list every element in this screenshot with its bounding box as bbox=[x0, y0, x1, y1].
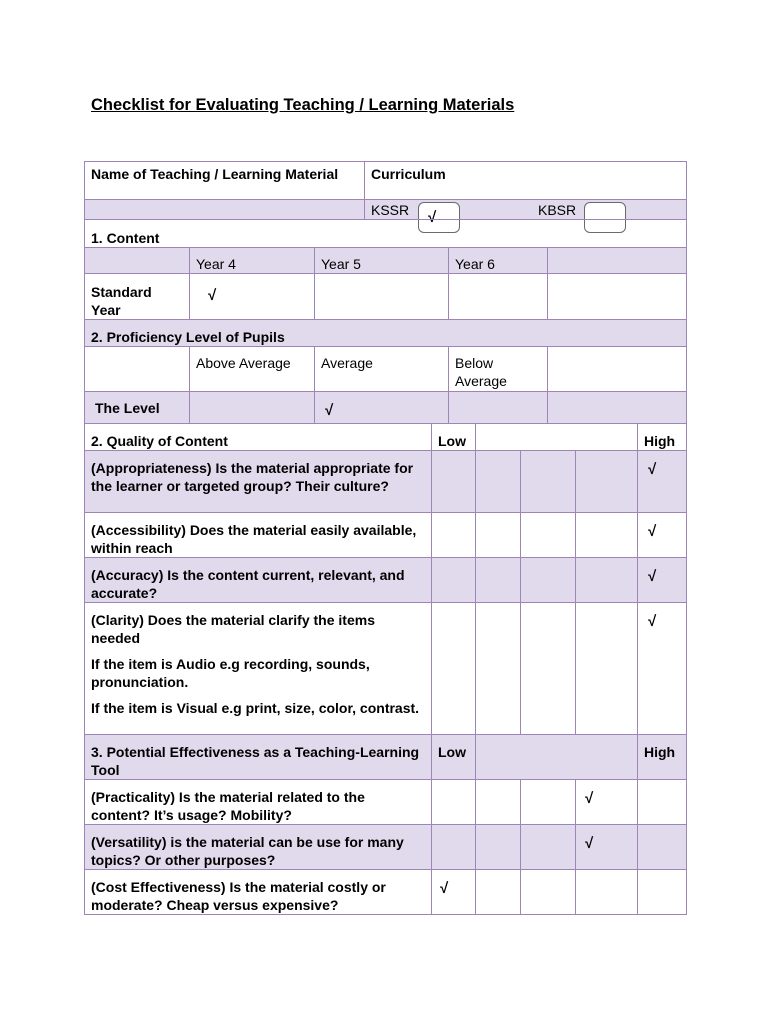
proficiency-col-extra bbox=[547, 346, 687, 392]
quality-high-label: High bbox=[644, 433, 676, 449]
appropriateness-check-mark: √ bbox=[648, 461, 657, 478]
above-average-label: Above Average bbox=[196, 355, 291, 371]
average-label: Average bbox=[321, 355, 373, 371]
proficiency-heading-cell bbox=[84, 319, 687, 347]
practicality-rating-3 bbox=[520, 779, 576, 825]
content-col-year6 bbox=[448, 247, 548, 274]
year-5-label: Year 5 bbox=[321, 256, 361, 272]
cost-effectiveness-rating-5 bbox=[637, 869, 687, 915]
accessibility-rating-2 bbox=[475, 512, 521, 558]
standard-year-year6-cell bbox=[448, 273, 548, 320]
accuracy-rating-1 bbox=[431, 557, 476, 603]
practicality-question: (Practicality) Is the material related to the content? It’s usage? Mobility? bbox=[91, 789, 365, 823]
year-6-label: Year 6 bbox=[455, 256, 495, 272]
page-title: Checklist for Evaluating Teaching / Learning Materials bbox=[91, 96, 515, 114]
versatility-check-mark: √ bbox=[585, 835, 594, 852]
accessibility-rating-4 bbox=[575, 512, 638, 558]
content-col-year5 bbox=[314, 247, 449, 274]
effectiveness-low-cell bbox=[431, 734, 476, 780]
curriculum-options-cell bbox=[364, 199, 687, 220]
average-check-mark: √ bbox=[325, 402, 334, 419]
effectiveness-high-label: High bbox=[644, 744, 676, 760]
practicality-check-mark: √ bbox=[585, 790, 594, 807]
effectiveness-low-label: Low bbox=[438, 744, 466, 760]
quality-low-cell bbox=[431, 423, 476, 451]
kssr-check-mark: √ bbox=[428, 209, 437, 226]
effectiveness-heading-cell bbox=[84, 734, 432, 780]
effectiveness-heading: 3. Potential Effectiveness as a Teaching-Learning Tool bbox=[91, 744, 420, 778]
below-average-label: Below Average bbox=[455, 355, 507, 389]
curriculum-label: Curriculum bbox=[371, 166, 446, 182]
effectiveness-mid-cell bbox=[475, 734, 638, 780]
cost-effectiveness-rating-4 bbox=[575, 869, 638, 915]
proficiency-col-above bbox=[189, 346, 315, 392]
level-above-cell bbox=[189, 391, 315, 424]
appropriateness-rating-3 bbox=[520, 450, 576, 513]
versatility-rating-3 bbox=[520, 824, 576, 870]
appropriateness-question-cell bbox=[84, 450, 432, 513]
practicality-rating-2 bbox=[475, 779, 521, 825]
appropriateness-rating-5 bbox=[637, 450, 687, 513]
level-label-cell bbox=[84, 391, 190, 424]
proficiency-header-blank bbox=[84, 346, 190, 392]
curriculum-cell bbox=[364, 161, 687, 200]
quality-low-label: Low bbox=[438, 433, 466, 449]
content-col-year4 bbox=[189, 247, 315, 274]
appropriateness-question: (Appropriateness) Is the material appropriate for the learner or targeted group? Their culture? bbox=[91, 460, 414, 494]
clarity-check-mark: √ bbox=[648, 613, 657, 630]
quality-mid-cell bbox=[475, 423, 638, 451]
the-level-label: The Level bbox=[95, 400, 160, 416]
versatility-question: (Versatility) is the material can be use for many topics? Or other purposes? bbox=[91, 834, 404, 868]
versatility-rating-1 bbox=[431, 824, 476, 870]
clarity-rating-2 bbox=[475, 602, 521, 735]
quality-heading: 2. Quality of Content bbox=[91, 433, 228, 449]
content-heading: 1. Content bbox=[91, 230, 160, 246]
kssr-label: KSSR bbox=[371, 202, 410, 218]
level-average-cell bbox=[314, 391, 449, 424]
versatility-rating-5 bbox=[637, 824, 687, 870]
practicality-rating-4 bbox=[575, 779, 638, 825]
content-col-extra bbox=[547, 247, 687, 274]
cost-effectiveness-rating-3 bbox=[520, 869, 576, 915]
practicality-rating-1 bbox=[431, 779, 476, 825]
content-heading-cell bbox=[84, 219, 687, 248]
curriculum-spacer-cell bbox=[84, 199, 365, 220]
accessibility-rating-3 bbox=[520, 512, 576, 558]
proficiency-heading: 2. Proficiency Level of Pupils bbox=[91, 329, 285, 345]
level-extra-cell bbox=[547, 391, 687, 424]
level-below-cell bbox=[448, 391, 548, 424]
cost-effectiveness-rating-1 bbox=[431, 869, 476, 915]
content-header-blank bbox=[84, 247, 190, 274]
practicality-rating-5 bbox=[637, 779, 687, 825]
effectiveness-high-cell bbox=[637, 734, 687, 780]
clarity-rating-3 bbox=[520, 602, 576, 735]
standard-year-extra-cell bbox=[547, 273, 687, 320]
practicality-question-cell bbox=[84, 779, 432, 825]
versatility-rating-4 bbox=[575, 824, 638, 870]
cost-effectiveness-question: (Cost Effectiveness) Is the material costly or moderate? Cheap versus expensive? bbox=[91, 879, 386, 913]
standard-year-label: Standard Year bbox=[91, 284, 152, 318]
clarity-rating-5 bbox=[637, 602, 687, 735]
versatility-rating-2 bbox=[475, 824, 521, 870]
standard-year-year5-cell bbox=[314, 273, 449, 320]
quality-high-cell bbox=[637, 423, 687, 451]
material-name-label: Name of Teaching / Learning Material bbox=[91, 166, 339, 182]
proficiency-col-below bbox=[448, 346, 548, 392]
material-name-cell bbox=[84, 161, 365, 200]
accessibility-rating-1 bbox=[431, 512, 476, 558]
clarity-audio-note: If the item is Audio e.g recording, sounds, pronunciation. bbox=[91, 656, 370, 690]
appropriateness-rating-2 bbox=[475, 450, 521, 513]
cost-effectiveness-rating-2 bbox=[475, 869, 521, 915]
clarity-question-cell bbox=[84, 602, 432, 735]
appropriateness-rating-1 bbox=[431, 450, 476, 513]
clarity-visual-note: If the item is Visual e.g print, size, color, contrast. bbox=[91, 700, 420, 716]
standard-year-label-cell bbox=[84, 273, 190, 320]
accuracy-rating-2 bbox=[475, 557, 521, 603]
clarity-rating-4 bbox=[575, 602, 638, 735]
year-4-label: Year 4 bbox=[196, 256, 236, 272]
accessibility-rating-5 bbox=[637, 512, 687, 558]
accuracy-question: (Accuracy) Is the content current, relevant, and accurate? bbox=[91, 567, 405, 601]
accessibility-check-mark: √ bbox=[648, 523, 657, 540]
clarity-question: (Clarity) Does the material clarify the items needed bbox=[91, 612, 375, 646]
year-4-check-mark: √ bbox=[208, 287, 217, 304]
cost-effectiveness-check-mark: √ bbox=[440, 880, 449, 897]
accuracy-rating-5 bbox=[637, 557, 687, 603]
accuracy-question-cell bbox=[84, 557, 432, 603]
quality-heading-cell bbox=[84, 423, 432, 451]
clarity-rating-1 bbox=[431, 602, 476, 735]
cost-effectiveness-question-cell bbox=[84, 869, 432, 915]
proficiency-col-average bbox=[314, 346, 449, 392]
accuracy-check-mark: √ bbox=[648, 568, 657, 585]
accessibility-question-cell bbox=[84, 512, 432, 558]
kbsr-label: KBSR bbox=[538, 202, 577, 218]
standard-year-year4-cell bbox=[189, 273, 315, 320]
accuracy-rating-3 bbox=[520, 557, 576, 603]
versatility-question-cell bbox=[84, 824, 432, 870]
accuracy-rating-4 bbox=[575, 557, 638, 603]
accessibility-question: (Accessibility) Does the material easily available, within reach bbox=[91, 522, 417, 556]
appropriateness-rating-4 bbox=[575, 450, 638, 513]
